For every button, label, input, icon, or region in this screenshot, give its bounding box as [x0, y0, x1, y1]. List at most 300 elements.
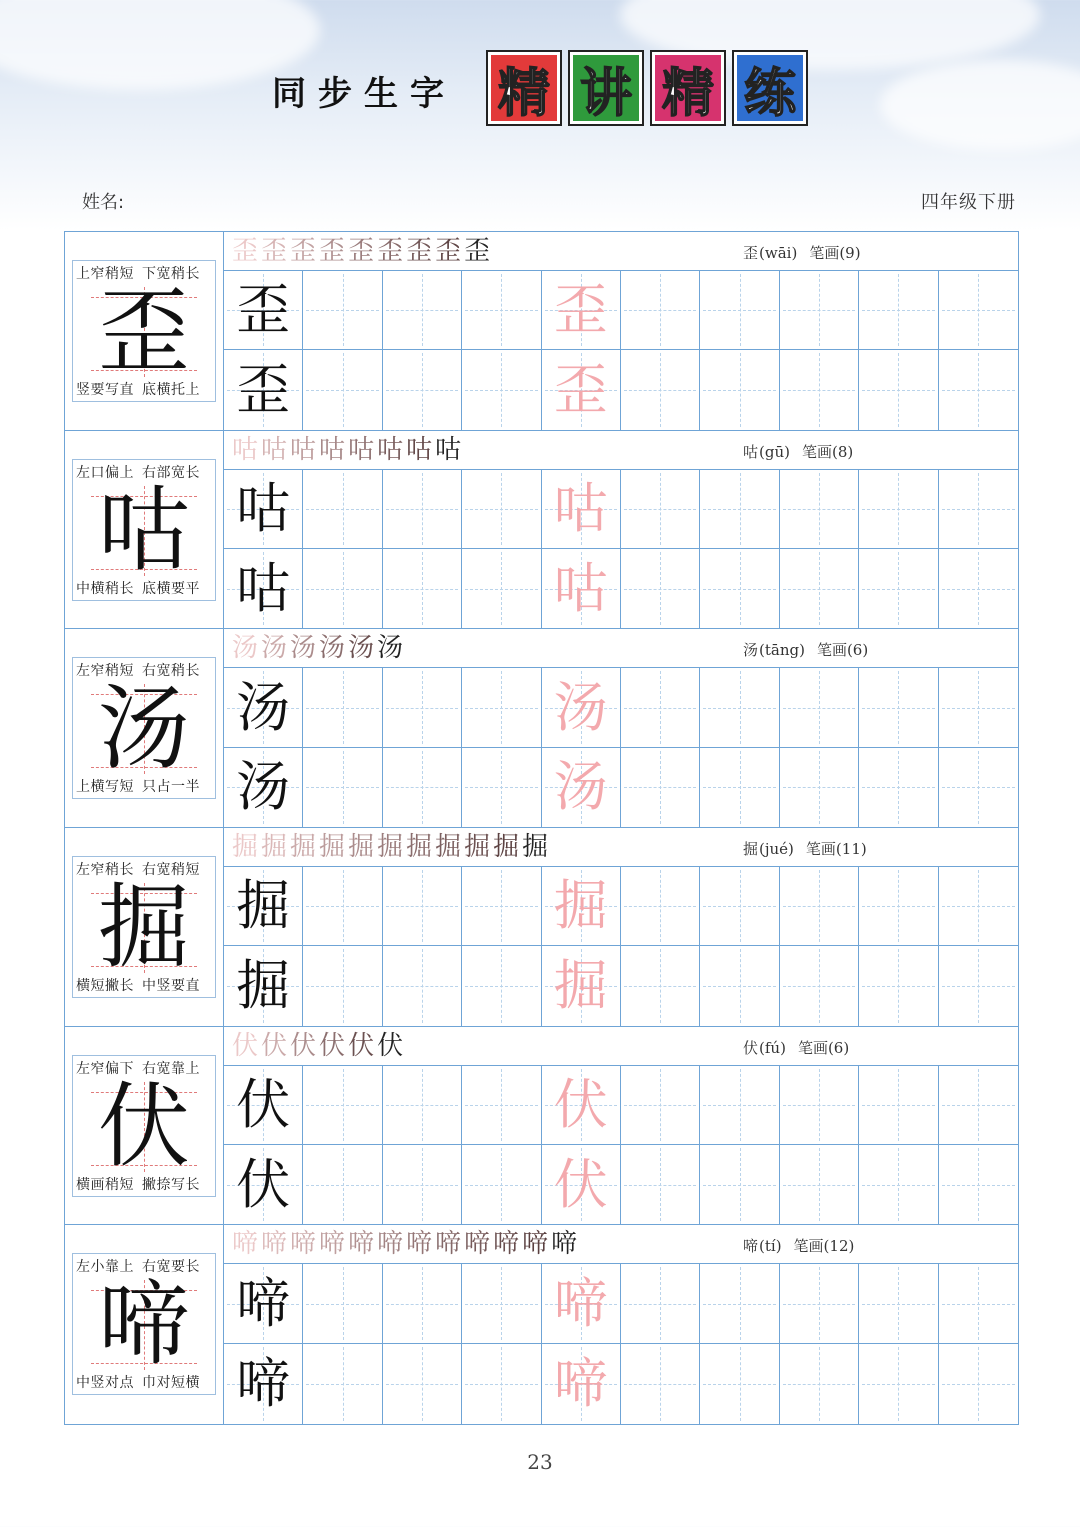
- stroke-step: 伏: [319, 1030, 346, 1061]
- writing-cell[interactable]: [621, 470, 700, 549]
- stroke-order-bar: [224, 1225, 1018, 1264]
- writing-cell: [542, 271, 621, 350]
- writing-cell[interactable]: [859, 350, 938, 429]
- writing-cell[interactable]: [939, 470, 1018, 549]
- stroke-order-sequence: [232, 433, 464, 467]
- stroke-step: 啼: [435, 1229, 462, 1260]
- stroke-step: 啼: [406, 1229, 433, 1260]
- writing-cell[interactable]: [700, 1145, 779, 1224]
- writing-cell[interactable]: [700, 668, 779, 747]
- stroke-order-sequence: [232, 830, 551, 864]
- trace-character: 汤: [553, 675, 608, 739]
- writing-tip: 上窄稍短: [76, 266, 134, 282]
- writing-tip: 左窄稍长: [76, 862, 134, 879]
- model-character: 歪: [236, 278, 291, 342]
- writing-cell[interactable]: [939, 668, 1018, 747]
- character-guide-panel: [65, 1027, 224, 1225]
- writing-cell[interactable]: [780, 946, 859, 1025]
- writing-cell[interactable]: [859, 470, 938, 549]
- writing-tip: 右部宽长: [142, 464, 200, 481]
- character-info: [743, 242, 861, 263]
- writing-cell[interactable]: [780, 1145, 859, 1224]
- writing-cell[interactable]: [859, 271, 938, 350]
- writing-cell[interactable]: [780, 748, 859, 827]
- stroke-step: 啼: [348, 1229, 375, 1260]
- writing-cell: [224, 549, 303, 628]
- character-row: [65, 1225, 1018, 1424]
- trace-character: 掘: [553, 874, 608, 938]
- writing-tip-bottom: [76, 1372, 200, 1392]
- writing-cell[interactable]: [621, 271, 700, 350]
- guide-box: [72, 260, 216, 402]
- writing-cell[interactable]: [621, 748, 700, 827]
- title-badge: 讲: [568, 50, 644, 126]
- writing-cell[interactable]: [939, 1344, 1018, 1424]
- writing-tip: 右宽稍短: [142, 862, 200, 879]
- stroke-step: 咕: [377, 434, 404, 465]
- writing-cell[interactable]: [462, 350, 541, 429]
- trace-character: 咕: [553, 556, 608, 620]
- stroke-step: 掘: [464, 832, 491, 863]
- writing-cell[interactable]: [383, 668, 462, 747]
- practice-sheet: [64, 231, 1019, 1425]
- stroke-step: 伏: [261, 1030, 288, 1061]
- grade-label: 四年级下册: [921, 192, 1016, 213]
- writing-cell[interactable]: [383, 549, 462, 628]
- writing-cell[interactable]: [303, 470, 382, 549]
- info-character: 汤: [743, 641, 759, 660]
- writing-cell[interactable]: [621, 946, 700, 1025]
- writing-cell[interactable]: [700, 748, 779, 827]
- guide-box: [72, 856, 216, 998]
- series-title: 同步生字: [272, 74, 456, 114]
- stroke-step: 咕: [406, 434, 433, 465]
- writing-cell[interactable]: [859, 748, 938, 827]
- page-number: 23: [527, 1450, 553, 1474]
- writing-cell[interactable]: [383, 1344, 462, 1424]
- writing-cell: [224, 1344, 303, 1424]
- writing-cell[interactable]: [939, 350, 1018, 429]
- writing-cell[interactable]: [780, 470, 859, 549]
- writing-tip: 巾对短横: [142, 1375, 200, 1392]
- character-info: [743, 1235, 854, 1256]
- title-badges: [486, 50, 808, 126]
- writing-cell[interactable]: [303, 668, 382, 747]
- model-character: 伏: [236, 1152, 291, 1216]
- writing-cell[interactable]: [700, 1344, 779, 1424]
- stroke-step: 歪: [406, 236, 433, 266]
- writing-tip: 右宽要长: [142, 1259, 200, 1276]
- writing-cell[interactable]: [303, 271, 382, 350]
- model-character: 掘: [236, 954, 291, 1018]
- stroke-step: 伏: [377, 1030, 404, 1061]
- stroke-step: 啼: [319, 1229, 346, 1260]
- stroke-step: 掘: [493, 832, 520, 863]
- writing-cell[interactable]: [303, 1066, 382, 1145]
- info-character: 啼: [743, 1237, 759, 1256]
- writing-cell[interactable]: [939, 271, 1018, 350]
- writing-tip-bottom: [76, 1174, 200, 1194]
- model-character: 伏: [236, 1072, 291, 1136]
- model-character: 咕: [236, 476, 291, 540]
- title-badge: 精: [486, 50, 562, 126]
- writing-cell[interactable]: [621, 350, 700, 429]
- writing-cell[interactable]: [700, 1066, 779, 1145]
- writing-cell[interactable]: [462, 668, 541, 747]
- character-row: [65, 232, 1018, 431]
- stroke-step: 伏: [232, 1030, 259, 1061]
- writing-cell[interactable]: [621, 668, 700, 747]
- writing-cell[interactable]: [859, 549, 938, 628]
- character-info: [743, 1037, 849, 1058]
- writing-cell: [224, 350, 303, 429]
- model-character: 咕: [97, 476, 190, 584]
- writing-tip-bottom: [76, 776, 200, 796]
- writing-cell[interactable]: [939, 867, 1018, 946]
- pinyin: (tāng): [759, 641, 805, 660]
- writing-cell[interactable]: [700, 549, 779, 628]
- writing-cell[interactable]: [462, 946, 541, 1025]
- stroke-step: 咕: [435, 434, 462, 465]
- writing-tip-bottom: [76, 578, 200, 598]
- stroke-step: 咕: [232, 434, 259, 465]
- stroke-step: 啼: [551, 1229, 578, 1260]
- writing-cell[interactable]: [859, 1344, 938, 1424]
- character-row: [65, 1027, 1018, 1226]
- writing-tip: 右宽靠上: [142, 1060, 200, 1077]
- writing-cell[interactable]: [700, 271, 779, 350]
- writing-cell[interactable]: [383, 350, 462, 429]
- writing-cell[interactable]: [700, 350, 779, 429]
- stroke-step: 汤: [377, 633, 404, 664]
- pinyin: (fú): [759, 1038, 786, 1057]
- writing-grid: [224, 668, 1018, 827]
- character-row: [65, 629, 1018, 828]
- guide-box: [72, 1055, 216, 1197]
- model-character: 歪: [236, 358, 291, 422]
- writing-cell[interactable]: [383, 748, 462, 827]
- stroke-step: 掘: [522, 832, 549, 863]
- writing-cell: [224, 668, 303, 747]
- writing-cell[interactable]: [462, 470, 541, 549]
- writing-cell[interactable]: [462, 748, 541, 827]
- writing-cell[interactable]: [700, 470, 779, 549]
- stroke-order-bar: [224, 828, 1018, 867]
- trace-character: 歪: [553, 358, 608, 422]
- info-character: 咕: [743, 442, 759, 461]
- pinyin: (jué): [759, 840, 794, 859]
- writing-cell[interactable]: [383, 1145, 462, 1224]
- writing-cell[interactable]: [462, 1344, 541, 1424]
- stroke-step: 歪: [232, 236, 259, 266]
- stroke-step: 歪: [464, 236, 491, 266]
- info-character: 歪: [743, 244, 759, 262]
- model-character: 歪: [97, 278, 190, 385]
- writing-cell: [542, 1066, 621, 1145]
- writing-cell: [224, 748, 303, 827]
- model-character: 汤: [236, 675, 291, 739]
- model-character: 汤: [236, 755, 291, 819]
- stroke-step: 歪: [319, 236, 346, 266]
- character-guide-panel: [65, 629, 224, 827]
- writing-cell[interactable]: [859, 867, 938, 946]
- trace-character: 啼: [553, 1271, 608, 1335]
- writing-cell: [224, 1264, 303, 1344]
- stroke-order-bar: [224, 629, 1018, 668]
- stroke-step: 伏: [348, 1030, 375, 1061]
- model-character: 啼: [97, 1271, 190, 1379]
- trace-character: 咕: [553, 476, 608, 540]
- stroke-step: 啼: [493, 1229, 520, 1260]
- trace-character: 歪: [553, 278, 608, 342]
- writing-cell: [542, 748, 621, 827]
- writing-cell[interactable]: [303, 1145, 382, 1224]
- model-character: 咕: [236, 556, 291, 620]
- writing-cell[interactable]: [621, 1344, 700, 1424]
- character-info: [743, 838, 867, 859]
- trace-character: 伏: [553, 1152, 608, 1216]
- page-header: [0, 0, 1080, 230]
- writing-grid: [224, 470, 1018, 629]
- trace-character: 汤: [553, 755, 608, 819]
- stroke-count: 笔画(9): [809, 244, 861, 262]
- writing-cell[interactable]: [383, 1264, 462, 1344]
- writing-cell: [224, 1145, 303, 1224]
- stroke-order-sequence: [232, 631, 406, 665]
- practice-area: [224, 1225, 1018, 1424]
- writing-cell[interactable]: [383, 946, 462, 1025]
- writing-cell: [542, 867, 621, 946]
- writing-cell[interactable]: [859, 1066, 938, 1145]
- writing-cell[interactable]: [383, 271, 462, 350]
- writing-cell: [542, 1145, 621, 1224]
- writing-tip: 左小靠上: [76, 1259, 134, 1276]
- writing-tip: 中横稍长: [76, 580, 134, 597]
- stroke-count: 笔画(6): [797, 1038, 850, 1057]
- model-character: 啼: [236, 1271, 291, 1335]
- model-character: 伏: [97, 1072, 190, 1180]
- stroke-step: 汤: [232, 633, 259, 664]
- writing-tip-bottom: [76, 379, 200, 399]
- stroke-step: 掘: [348, 832, 375, 863]
- stroke-step: 伏: [290, 1030, 317, 1061]
- writing-cell: [542, 668, 621, 747]
- writing-cell: [542, 549, 621, 628]
- model-character: 掘: [97, 874, 190, 982]
- character-guide-panel: [65, 431, 224, 629]
- writing-cell[interactable]: [939, 1066, 1018, 1145]
- writing-tip: 中竖要直: [142, 978, 200, 995]
- stroke-step: 汤: [261, 633, 288, 664]
- writing-cell: [542, 1344, 621, 1424]
- trace-character: 伏: [553, 1072, 608, 1136]
- stroke-step: 歪: [377, 236, 404, 266]
- stroke-count: 笔画(12): [793, 1237, 855, 1256]
- character-guide-panel: [65, 1225, 224, 1424]
- writing-cell[interactable]: [700, 946, 779, 1025]
- writing-cell[interactable]: [780, 867, 859, 946]
- writing-grid: [224, 271, 1018, 430]
- name-label: 姓名:: [82, 192, 125, 213]
- info-character: 伏: [743, 1038, 759, 1057]
- stroke-step: 咕: [290, 434, 317, 465]
- character-row: [65, 431, 1018, 630]
- character-info: [743, 441, 853, 462]
- stroke-step: 汤: [348, 633, 375, 664]
- writing-cell[interactable]: [780, 549, 859, 628]
- writing-cell[interactable]: [303, 748, 382, 827]
- model-character: 啼: [236, 1352, 291, 1416]
- writing-cell[interactable]: [780, 668, 859, 747]
- stroke-step: 啼: [464, 1229, 491, 1260]
- stroke-step: 歪: [290, 236, 317, 266]
- writing-cell[interactable]: [621, 1145, 700, 1224]
- pinyin: (tí): [759, 1237, 782, 1256]
- writing-cell[interactable]: [780, 1344, 859, 1424]
- stroke-step: 掘: [319, 832, 346, 863]
- writing-tip: 底横托上: [142, 382, 200, 398]
- stroke-step: 掘: [435, 832, 462, 863]
- stroke-step: 掘: [261, 832, 288, 863]
- stroke-count: 笔画(6): [816, 641, 869, 660]
- writing-cell[interactable]: [621, 549, 700, 628]
- writing-cell[interactable]: [939, 946, 1018, 1025]
- writing-cell: [224, 1066, 303, 1145]
- practice-area: [224, 828, 1018, 1026]
- practice-area: [224, 1027, 1018, 1225]
- writing-cell[interactable]: [383, 470, 462, 549]
- writing-cell[interactable]: [462, 1145, 541, 1224]
- practice-area: [224, 232, 1018, 430]
- stroke-step: 掘: [406, 832, 433, 863]
- stroke-step: 歪: [261, 236, 288, 266]
- stroke-step: 咕: [261, 434, 288, 465]
- writing-cell[interactable]: [780, 1264, 859, 1344]
- writing-cell[interactable]: [462, 1066, 541, 1145]
- writing-cell[interactable]: [383, 867, 462, 946]
- writing-grid: [224, 1264, 1018, 1424]
- guide-box: [72, 657, 216, 799]
- writing-cell: [542, 350, 621, 429]
- stroke-step: 啼: [522, 1229, 549, 1260]
- model-character: 掘: [236, 874, 291, 938]
- stroke-order-bar: [224, 1027, 1018, 1066]
- trace-character: 掘: [553, 954, 608, 1018]
- writing-cell[interactable]: [621, 1066, 700, 1145]
- writing-grid: [224, 867, 1018, 1026]
- writing-cell[interactable]: [700, 867, 779, 946]
- practice-area: [224, 431, 1018, 629]
- info-character: 掘: [743, 840, 759, 859]
- writing-cell[interactable]: [859, 946, 938, 1025]
- writing-cell: [542, 1264, 621, 1344]
- writing-cell[interactable]: [621, 1264, 700, 1344]
- writing-cell[interactable]: [462, 867, 541, 946]
- practice-area: [224, 629, 1018, 827]
- title-badge: 精: [650, 50, 726, 126]
- stroke-order-bar: [224, 232, 1018, 271]
- writing-cell[interactable]: [780, 271, 859, 350]
- writing-cell[interactable]: [303, 549, 382, 628]
- writing-cell[interactable]: [939, 748, 1018, 827]
- character-guide-panel: [65, 232, 224, 430]
- writing-tip: 撇捺写长: [142, 1176, 200, 1193]
- writing-tip: 横短撇长: [76, 978, 134, 995]
- writing-cell[interactable]: [859, 668, 938, 747]
- writing-cell[interactable]: [939, 1145, 1018, 1224]
- writing-cell[interactable]: [383, 1066, 462, 1145]
- writing-tip: 底横要平: [142, 580, 200, 597]
- writing-tip: 只占一半: [142, 779, 200, 796]
- stroke-step: 啼: [232, 1229, 259, 1260]
- writing-cell[interactable]: [621, 867, 700, 946]
- writing-cell[interactable]: [462, 271, 541, 350]
- writing-tip: 下宽稍长: [142, 266, 200, 282]
- stroke-step: 掘: [377, 832, 404, 863]
- writing-cell[interactable]: [462, 549, 541, 628]
- stroke-step: 歪: [435, 236, 462, 266]
- writing-cell[interactable]: [462, 1264, 541, 1344]
- writing-tip: 竖要写直: [76, 382, 134, 398]
- writing-cell: [224, 271, 303, 350]
- model-character: 汤: [97, 675, 190, 783]
- writing-tip: 右宽稍长: [142, 663, 200, 680]
- stroke-step: 咕: [348, 434, 375, 465]
- title-badge: 练: [732, 50, 808, 126]
- writing-cell: [224, 470, 303, 549]
- writing-tip: 横画稍短: [76, 1176, 134, 1193]
- writing-cell[interactable]: [303, 946, 382, 1025]
- writing-cell[interactable]: [859, 1145, 938, 1224]
- writing-cell[interactable]: [700, 1264, 779, 1344]
- writing-tip: 左窄偏下: [76, 1060, 134, 1077]
- stroke-order-bar: [224, 431, 1018, 470]
- stroke-step: 啼: [377, 1229, 404, 1260]
- writing-cell[interactable]: [303, 1344, 382, 1424]
- writing-tip: 左口偏上: [76, 464, 134, 481]
- writing-tip-bottom: [76, 975, 200, 995]
- writing-cell[interactable]: [303, 1264, 382, 1344]
- writing-cell[interactable]: [939, 1264, 1018, 1344]
- stroke-order-sequence: [232, 1227, 580, 1261]
- stroke-step: 咕: [319, 434, 346, 465]
- writing-tip: 上横写短: [76, 779, 134, 796]
- writing-cell[interactable]: [303, 350, 382, 429]
- writing-cell: [224, 946, 303, 1025]
- guide-box: [72, 1253, 216, 1395]
- stroke-order-sequence: [232, 1029, 406, 1063]
- writing-cell[interactable]: [859, 1264, 938, 1344]
- writing-cell[interactable]: [939, 549, 1018, 628]
- writing-cell: [542, 470, 621, 549]
- stroke-step: 啼: [290, 1229, 317, 1260]
- writing-cell[interactable]: [303, 867, 382, 946]
- character-guide-panel: [65, 828, 224, 1026]
- stroke-step: 汤: [290, 633, 317, 664]
- writing-tip: 左窄稍短: [76, 663, 134, 680]
- stroke-step: 掘: [290, 832, 317, 863]
- pinyin: (wāi): [759, 244, 798, 262]
- writing-cell: [224, 867, 303, 946]
- stroke-step: 歪: [348, 236, 375, 266]
- writing-cell[interactable]: [780, 1066, 859, 1145]
- trace-character: 啼: [553, 1352, 608, 1416]
- stroke-step: 汤: [319, 633, 346, 664]
- stroke-order-sequence: [232, 234, 493, 268]
- pinyin: (gū): [759, 442, 790, 461]
- writing-cell[interactable]: [780, 350, 859, 429]
- guide-box: [72, 459, 216, 601]
